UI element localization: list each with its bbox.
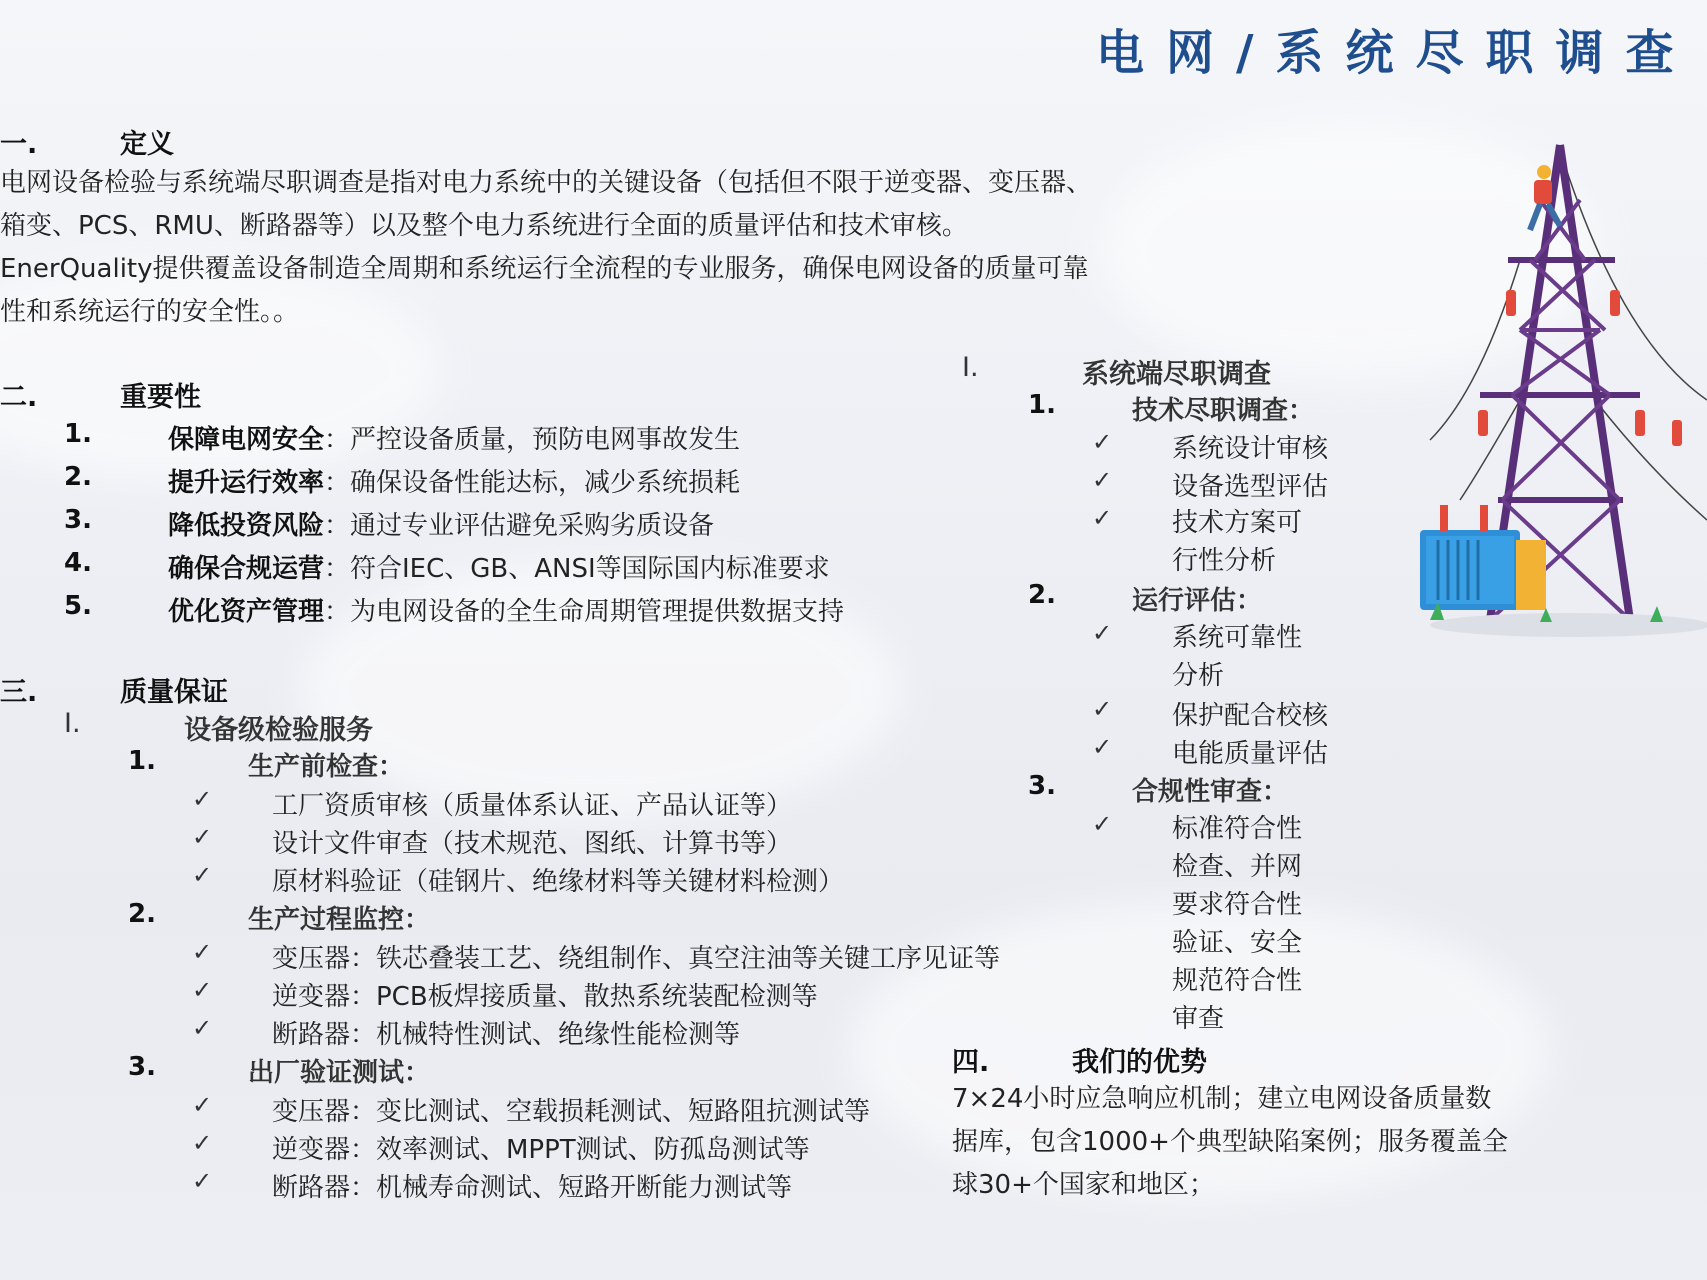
power-tower-illustration <box>1420 140 1707 650</box>
check-item: 系统可靠性分析 <box>1172 623 1303 691</box>
section-1-line: EnerQuality提供覆盖设备制造全周期和系统运行全流程的专业服务，确保电网设备的质量可靠 <box>0 254 1089 284</box>
section-1-number: 一. <box>0 129 38 160</box>
group-label: 生产前检查： <box>248 752 405 782</box>
section-4-number: 四. <box>952 1047 990 1078</box>
check-item: 设备选型评估 <box>1172 472 1329 502</box>
section-1-heading: 定义 <box>120 129 174 160</box>
section-4-line: 球30+个国家和地区； <box>952 1170 1215 1200</box>
section-1-line: 性和系统运行的安全性。。 <box>0 297 300 327</box>
section-4-line: 7×24小时应急响应机制；建立电网设备质量数 <box>952 1084 1492 1114</box>
importance-text: ：确保设备性能达标，减少系统损耗 <box>324 468 741 498</box>
check-icon: ✓ <box>192 861 213 889</box>
check-item: 保护配合校核 <box>1172 701 1329 731</box>
section-1-line: 电网设备检验与系统端尽职调查是指对电力系统中的关键设备（包括但不限于逆变器、变压器、 <box>0 168 1093 198</box>
importance-label: 优化资产管理 <box>168 597 325 627</box>
check-icon: ✓ <box>1092 504 1113 532</box>
section-3-heading: 质量保证 <box>120 677 228 708</box>
page-title: 电网/系统尽职调查 <box>1096 25 1696 81</box>
importance-label: 降低投资风险 <box>168 511 325 541</box>
importance-text: ：符合IEC、GB、ANSI等国际国内标准要求 <box>324 554 830 584</box>
check-icon: ✓ <box>1092 733 1113 761</box>
subsection-number: I. <box>962 352 979 383</box>
importance-text: ：通过专业评估避免采购劣质设备 <box>324 511 715 541</box>
check-icon: ✓ <box>1092 466 1113 494</box>
group-number: 1. <box>1028 390 1056 420</box>
transformer-icon <box>1420 505 1546 610</box>
importance-item <box>168 462 740 499</box>
section-1-line: 箱变、PCS、RMU、断路器等）以及整个电力系统进行全面的质量评估和技术审核。 <box>0 211 968 241</box>
check-icon: ✓ <box>192 785 213 813</box>
importance-text: ：严控设备质量，预防电网事故发生 <box>324 425 741 455</box>
group-number: 3. <box>1028 771 1056 801</box>
group-label: 出厂验证测试： <box>248 1058 431 1088</box>
check-item: 逆变器：PCB板焊接质量、散热系统装配检测等 <box>272 982 818 1012</box>
group-label: 技术尽职调查： <box>1132 396 1315 426</box>
check-item: 技术方案可行性分析 <box>1172 508 1303 576</box>
check-item: 断路器：机械特性测试、绝缘性能检测等 <box>272 1020 741 1050</box>
group-number: 1. <box>128 746 156 776</box>
check-icon: ✓ <box>192 976 213 1004</box>
check-icon: ✓ <box>1092 695 1113 723</box>
check-item: 工厂资质审核（质量体系认证、产品认证等） <box>272 791 793 821</box>
importance-item <box>168 548 830 585</box>
importance-text: ：为电网设备的全生命周期管理提供数据支持 <box>324 597 845 627</box>
group-number: 3. <box>128 1052 156 1082</box>
group-label: 合规性审查： <box>1132 777 1289 807</box>
section-4-heading: 我们的优势 <box>1072 1047 1207 1078</box>
check-item: 变压器：铁芯叠装工艺、绕组制作、真空注油等关键工序见证等 <box>272 944 1001 974</box>
check-item: 电能质量评估 <box>1172 739 1329 769</box>
importance-number: 2. <box>64 462 92 492</box>
importance-item <box>168 591 844 628</box>
importance-number: 4. <box>64 548 92 578</box>
subsection-heading: 设备级检验服务 <box>184 715 373 746</box>
check-icon: ✓ <box>192 1167 213 1195</box>
check-icon: ✓ <box>1092 619 1113 647</box>
check-icon: ✓ <box>192 823 213 851</box>
check-item: 断路器：机械寿命测试、短路开断能力测试等 <box>272 1173 793 1203</box>
subsection-heading: 系统端尽职调查 <box>1082 359 1271 390</box>
group-label: 运行评估： <box>1132 586 1263 616</box>
check-icon: ✓ <box>192 938 213 966</box>
subsection-number: I. <box>64 708 81 739</box>
section-3-number: 三. <box>0 677 38 708</box>
check-icon: ✓ <box>1092 810 1113 838</box>
check-item: 标准符合性检查、并网要求符合性验证、安全规范符合性审查 <box>1172 814 1303 1034</box>
section-2-number: 二. <box>0 382 38 413</box>
importance-label: 提升运行效率 <box>168 468 325 498</box>
group-label: 生产过程监控： <box>248 905 431 935</box>
group-number: 2. <box>1028 580 1056 610</box>
group-number: 2. <box>128 899 156 929</box>
importance-label: 保障电网安全 <box>168 425 325 455</box>
check-icon: ✓ <box>192 1129 213 1157</box>
importance-number: 3. <box>64 505 92 535</box>
section-4-line: 据库，包含1000+个典型缺陷案例；服务覆盖全 <box>952 1127 1508 1157</box>
check-item: 系统设计审核 <box>1172 434 1329 464</box>
importance-item <box>168 419 740 456</box>
importance-item <box>168 505 714 542</box>
check-item: 逆变器：效率测试、MPPT测试、防孤岛测试等 <box>272 1135 810 1165</box>
importance-number: 5. <box>64 591 92 621</box>
check-item: 变压器：变比测试、空载损耗测试、短路阻抗测试等 <box>272 1097 871 1127</box>
check-item: 原材料验证（硅钢片、绝缘材料等关键材料检测） <box>272 867 845 897</box>
importance-label: 确保合规运营 <box>168 554 325 584</box>
check-item: 设计文件审查（技术规范、图纸、计算书等） <box>272 829 793 859</box>
check-icon: ✓ <box>192 1091 213 1119</box>
section-2-heading: 重要性 <box>120 382 201 413</box>
check-icon: ✓ <box>1092 428 1113 456</box>
importance-number: 1. <box>64 419 92 449</box>
check-icon: ✓ <box>192 1014 213 1042</box>
